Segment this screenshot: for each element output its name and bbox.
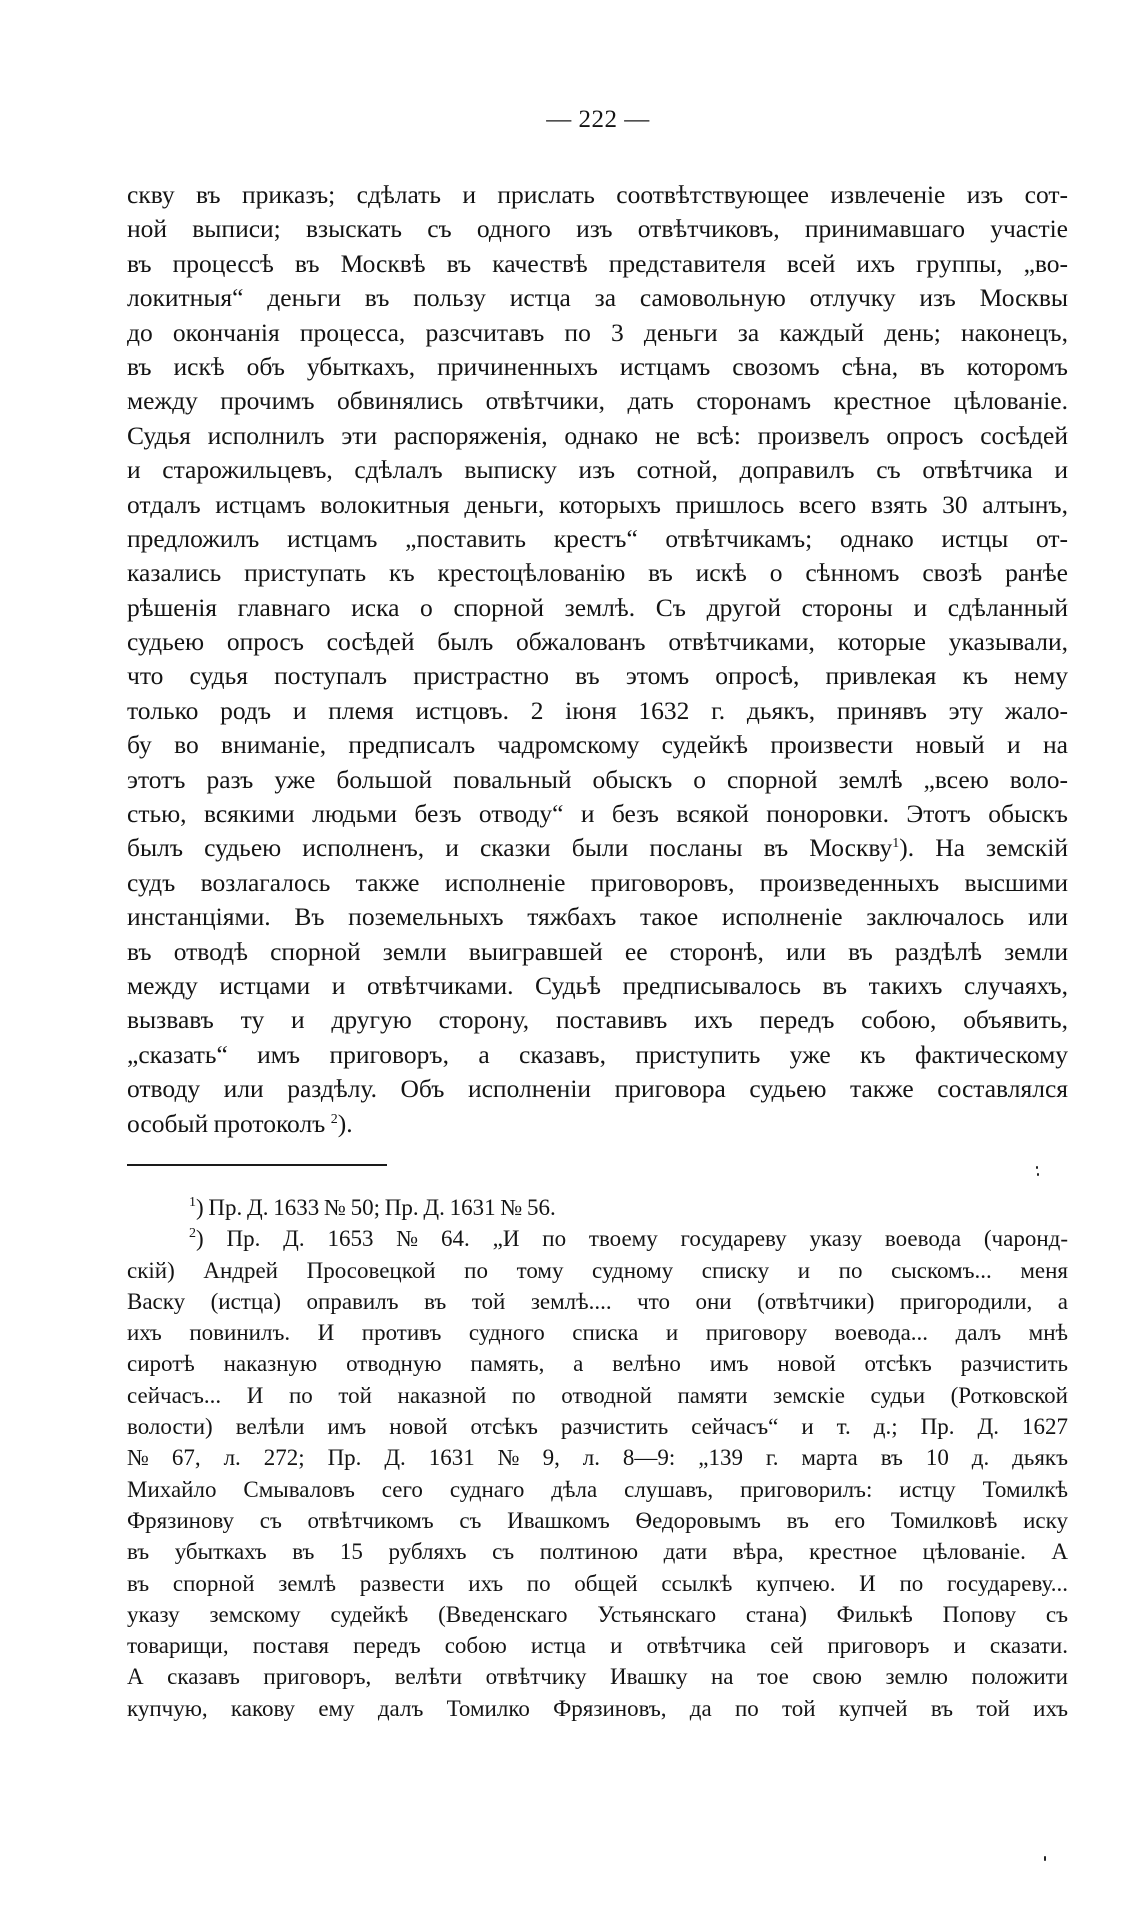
text-line <box>127 866 1068 900</box>
footnote-text: волости) велѣли имъ новой отсѣкъ разчистить сейчасъ“ и т. д.; Пр. Д. 1627 <box>127 1414 1068 1440</box>
text-line-content: до окончанія процесса, разсчитавъ по 3 деньги за каждый день; наконецъ, <box>127 317 1068 347</box>
footnote-1 <box>127 1192 1068 1223</box>
footnote-line <box>127 1442 1068 1473</box>
footnote-text: купчую, какову ему далъ Томилко Фрязиновъ, да по той купчей въ той ихъ <box>127 1695 1068 1721</box>
footnote-text: въ спорной землѣ развести ихъ по общей ссылкѣ купчею. И по государеву... <box>127 1570 1068 1596</box>
text-line-tail: ). <box>337 1108 353 1138</box>
scan-speck <box>1037 1173 1039 1176</box>
text-line <box>127 728 1068 762</box>
text-line-content: что судья поступалъ пристрастно въ этомъ опросѣ, привлекая къ нему <box>127 661 1068 691</box>
text-line-content: этотъ разъ уже большой повальный обыскъ о спорной землѣ „всею воло- <box>127 764 1068 794</box>
text-line-content: вызвавъ ту и другую сторону, поставивъ ихъ передъ собою, объявить, <box>127 1005 1068 1035</box>
text-line-content: въ процессѣ въ Москвѣ въ качествѣ представителя всей ихъ группы, „во- <box>127 248 1068 278</box>
footnote-line <box>127 1536 1068 1567</box>
text-line-content: отдалъ истцамъ волокитныя деньги, которыхъ пришлось всего взять 30 алтынъ, <box>127 489 1068 519</box>
text-line-content: и старожильцевъ, сдѣлалъ выписку изъ сотной, доправилъ съ отвѣтчика и <box>127 455 1068 485</box>
footnote-line <box>127 1505 1068 1536</box>
text-line <box>127 900 1068 934</box>
text-line-content: только родъ и племя истцовъ. 2 іюня 1632 г. дьякъ, принявъ эту жало- <box>127 695 1068 725</box>
text-line-content: между прочимъ обвинялись отвѣтчики, дать сторонамъ крестное цѣлованіе. <box>127 386 1068 416</box>
text-line <box>127 522 1068 556</box>
scan-speck <box>1036 1166 1038 1169</box>
scan-speck <box>1044 1856 1046 1861</box>
text-line-content: въ искѣ объ убыткахъ, причиненныхъ истцамъ свозомъ сѣна, въ которомъ <box>127 351 1068 381</box>
footnote-text: сейчасъ... И по той наказной по отводной памяти земскіе судьи (Ротковской <box>127 1382 1068 1408</box>
text-line <box>127 763 1068 797</box>
text-line <box>127 797 1068 831</box>
text-line <box>127 212 1068 246</box>
text-line-last <box>127 1107 1068 1141</box>
text-line-content: между истцами и отвѣтчиками. Судьѣ предписывалось въ такихъ случаяхъ, <box>127 970 1068 1000</box>
text-line <box>127 281 1068 315</box>
footnote-text: ) Пр. Д. 1653 № 64. „И по твоему государеву указу воевода (чаронд- <box>196 1226 1068 1252</box>
footnote-text: скій) Андрей Просовецкой по тому судному списку и по сыскомъ... меня <box>127 1257 1068 1283</box>
footnote-text: указу земскому судейкѣ (Введенскаго Устьянскаго стана) Филькѣ Попову съ <box>127 1601 1068 1627</box>
text-line <box>127 1072 1068 1106</box>
footnote-line <box>127 1693 1068 1724</box>
text-line-content: скву въ приказъ; сдѣлать и прислать соотвѣтствующее извлеченіе изъ сот- <box>127 180 1068 209</box>
text-line <box>127 1038 1068 1072</box>
footnote-ref-1[interactable]: 1 <box>892 836 900 852</box>
text-line-content: „сказать“ имъ приговоръ, а сказавъ, приступить уже къ фактическому <box>127 1039 1068 1069</box>
text-line-content: особый протоколъ <box>127 1108 326 1138</box>
page-number: — 222 — <box>546 106 650 133</box>
text-line-content: въ отводѣ спорной земли выигравшей ее сторонѣ, или въ раздѣлѣ земли <box>127 936 1068 966</box>
footnote-line <box>127 1317 1068 1348</box>
text-line-content: инстанціями. Въ поземельныхъ тяжбахъ такое исполненіе заключалось или <box>127 902 1068 932</box>
text-line-tail: ). На земскій <box>899 833 1068 863</box>
footnote-line <box>127 1348 1068 1379</box>
footnotes <box>127 1192 1068 1724</box>
footnote-line <box>127 1474 1068 1505</box>
footnote-text: въ убыткахъ въ 15 рубляхъ съ полтиною дати вѣра, крестное цѣлованіе. А <box>127 1539 1068 1565</box>
footnote-line <box>127 1630 1068 1661</box>
text-line-content: судъ возлагалось также исполненіе приговоровъ, произведенныхъ высшими <box>127 867 1068 897</box>
text-line-content: былъ судьею исполненъ, и сказки были посланы въ Москву <box>127 833 893 863</box>
footnote-ref-2[interactable]: 2 <box>330 1111 338 1127</box>
main-text-body <box>127 178 1068 1141</box>
footnote-marker: 2 <box>189 1226 196 1242</box>
footnote-2 <box>127 1223 1068 1254</box>
text-line-content: стью, всякими людьми безъ отводу“ и безъ всякой поноровки. Этотъ обыскъ <box>127 799 1068 829</box>
text-line-content: бу во вниманіе, предписалъ чадромскому судейкѣ произвести новый и на <box>127 730 1068 760</box>
text-line-content: казались приступать къ крестоцѣлованію въ искѣ о сѣнномъ свозѣ ранѣе <box>127 558 1068 588</box>
text-line <box>127 694 1068 728</box>
text-line <box>127 969 1068 1003</box>
text-line <box>127 831 1068 865</box>
footnote-text: товарищи, поставя передъ собою истца и отвѣтчика сей приговоръ и сказати. <box>127 1633 1068 1659</box>
text-line <box>127 453 1068 487</box>
text-line <box>127 935 1068 969</box>
text-line <box>127 247 1068 281</box>
text-line-content: ной выписи; взыскать съ одного изъ отвѣтчиковъ, принимавшаго участіе <box>127 214 1068 244</box>
footnote-text: сиротѣ наказную отводную память, а велѣно имъ новой отсѣкъ разчистить <box>127 1351 1068 1377</box>
footnote-text: № 67, л. 272; Пр. Д. 1631 № 9, л. 8—9: „139 г. марта въ 10 д. дьякъ <box>127 1445 1068 1471</box>
footnote-text: Михайло Смываловъ сего суднаго дѣла слушавъ, приговорилъ: истцу Томилкѣ <box>127 1476 1068 1502</box>
text-line <box>127 556 1068 590</box>
footnote-text: Фрязинову съ отвѣтчикомъ съ Ивашкомъ Ѳедоровымъ въ его Томилковѣ иску <box>127 1507 1068 1533</box>
text-line-content: предложилъ истцамъ „поставить крестъ“ отвѣтчикамъ; однако истцы от- <box>127 523 1068 553</box>
text-line-content: локитныя“ деньги въ пользу истца за самовольную отлучку изъ Москвы <box>127 283 1068 313</box>
text-line <box>127 659 1068 693</box>
text-line <box>127 350 1068 384</box>
text-line <box>127 316 1068 350</box>
footnote-line <box>127 1599 1068 1630</box>
text-line <box>127 488 1068 522</box>
text-line-content: судьею опросъ сосѣдей былъ обжалованъ отвѣтчиками, которые указывали, <box>127 627 1068 657</box>
text-line <box>127 419 1068 453</box>
text-line-content: отводу или раздѣлу. Объ исполненіи приговора судьею также составлялся <box>127 1074 1068 1104</box>
footnote-marker: 1 <box>189 1195 196 1210</box>
footnote-line <box>127 1411 1068 1442</box>
text-line-content: Судья исполнилъ эти распоряженія, однако не всѣ: произвелъ опросъ сосѣдей <box>127 420 1068 450</box>
footnote-line <box>127 1568 1068 1599</box>
footnote-text: Васку (истца) оправилъ въ той землѣ.... что они (отвѣтчики) пригородили, а <box>127 1288 1068 1314</box>
footnote-text: А сказавъ приговоръ, велѣти отвѣтчику Ивашку на тое свою землю положити <box>127 1664 1068 1690</box>
text-line <box>127 625 1068 659</box>
footnote-text: ихъ повинилъ. И противъ судного списка и приговору воевода... далъ мнѣ <box>127 1320 1068 1346</box>
footnote-line <box>127 1661 1068 1692</box>
text-line-content: рѣшенія главнаго иска о спорной землѣ. Съ другой стороны и сдѣланный <box>127 592 1068 622</box>
footnote-separator-rule <box>127 1164 387 1166</box>
text-line <box>127 591 1068 625</box>
text-line <box>127 1003 1068 1037</box>
footnote-line <box>127 1255 1068 1286</box>
text-line <box>127 384 1068 418</box>
footnote-line <box>127 1286 1068 1317</box>
footnote-line <box>127 1380 1068 1411</box>
footnote-text: ) Пр. Д. 1633 № 50; Пр. Д. 1631 № 56. <box>196 1195 556 1220</box>
text-line <box>127 178 1068 212</box>
